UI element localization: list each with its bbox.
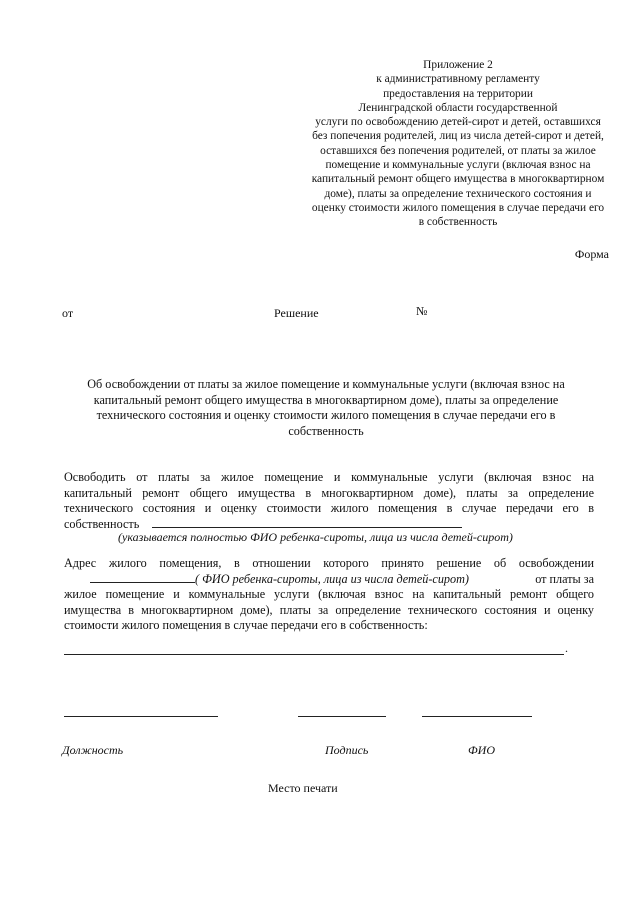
exemption-paragraph	[64, 470, 594, 532]
appendix-line: оставшихся без попечения родителей, от платы за жилое	[320, 144, 596, 157]
paragraph-line: Освободить от платы за жилое помещение и коммунальные услуги (включая взнос на	[64, 470, 594, 484]
appendix-block	[286, 58, 630, 230]
signature-line	[298, 716, 386, 717]
title-line: капитальный ремонт общего имущества в многоквартирном доме), платы за определение	[93, 392, 559, 407]
appendix-line: к административному регламенту	[376, 73, 540, 86]
title-line: Об освобождении от платы за жилое помещение и коммунальные услуги (включая взнос на	[87, 377, 565, 391]
appendix-line: услуги по освобождению детей-сирот и детей, оставшихся	[315, 116, 601, 129]
appendix-line: Ленинградской области государственной	[358, 101, 558, 114]
position-signature-line	[64, 716, 218, 717]
paragraph-line: жилое помещение и коммунальные услуги (включая взнос на капитальный ремонт общего	[64, 587, 594, 602]
appendix-line: оценку стоимости жилого помещения в случае передачи его	[311, 201, 605, 214]
paragraph-line-tail: от платы за	[535, 571, 594, 586]
child-name-inline-note: ( ФИО ребенка-сироты, лица из числа детей-сирот)	[195, 571, 469, 586]
title-line: собственность	[288, 423, 364, 438]
child-name-note: (указывается полностью ФИО ребенка-сироты, лица из числа детей-сирот)	[118, 530, 513, 544]
signature-label: Подпись	[325, 743, 369, 757]
address-blank-line	[64, 654, 564, 655]
paragraph-line: Адрес жилого помещения, в отношении которого принято решение об освобождении	[64, 556, 594, 570]
form-label: Форма	[574, 247, 609, 261]
paragraph-line: стоимости жилого помещения в случае передачи его в собственность:	[64, 618, 428, 633]
name-signature-line	[422, 716, 532, 717]
paragraph-line: собственность	[64, 516, 140, 531]
appendix-line: доме), платы за определение технического состояния и	[324, 187, 592, 200]
full-name-label: ФИО	[468, 743, 495, 757]
address-line-end-mark: .	[565, 641, 568, 655]
appendix-line: предоставления на территории	[383, 87, 533, 100]
paragraph-line: капитальный ремонт общего имущества в многоквартирном доме), платы за определение	[64, 485, 594, 500]
decision-heading: Решение	[274, 306, 319, 320]
appendix-line: капитальный ремонт общего имущества в многоквартирном	[311, 173, 605, 186]
document-title	[70, 377, 582, 439]
title-line: технического состояния и оценку стоимости жилого помещения в случае передачи его в	[96, 408, 556, 423]
paragraph-line: имущества в многоквартирном доме), платы за определение технического состояния и оценку	[64, 602, 594, 617]
appendix-line: в собственность	[418, 216, 498, 229]
paragraph-line: технического состояния и оценку стоимости жилого помещения в случае передачи его в	[64, 501, 594, 516]
child-name-blank	[152, 527, 462, 528]
appendix-line: помещение и коммунальные услуги (включая взнос на	[325, 159, 591, 172]
stamp-place-label: Место печати	[268, 781, 338, 795]
appendix-line: без попечения родителей, лиц из числа детей-сирот и детей,	[312, 130, 604, 143]
child-name-blank-inline	[90, 582, 195, 583]
number-label: №	[416, 304, 428, 318]
appendix-line: Приложение 2	[423, 59, 493, 71]
address-paragraph	[64, 556, 594, 634]
date-from-label: от	[62, 306, 74, 320]
position-label: Должность	[62, 743, 124, 757]
